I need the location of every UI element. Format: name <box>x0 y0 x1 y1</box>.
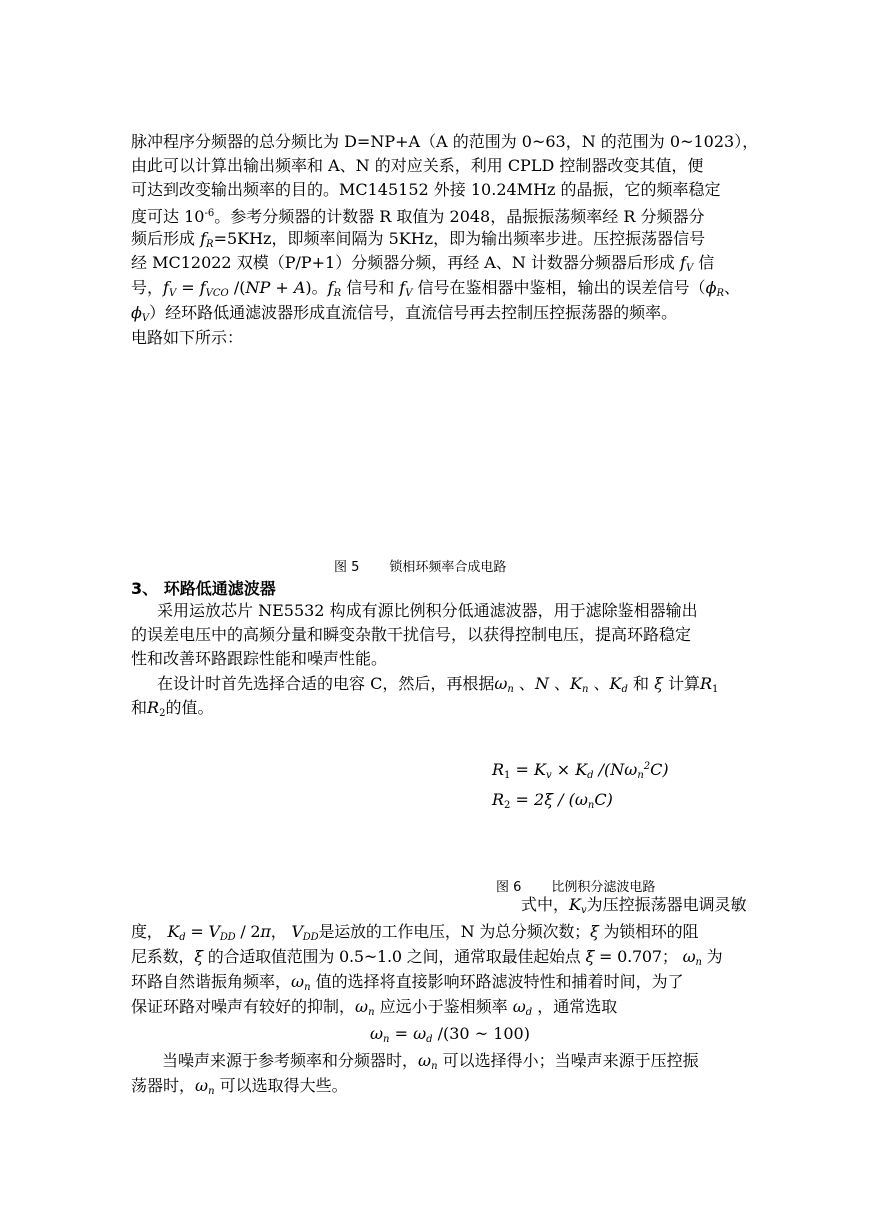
pa-line2: 度， $K_d = V_{DD} / 2\pi$， $V_{DD}$是运放的工作电压，N 为总分频次数；ξ 为锁相环的阻 <box>131 922 699 943</box>
pa-line5: 保证环路对噪声有较好的抑制，$\omega_n$ 应远小于鉴相频率 $\omega_d$ ，通常选取 <box>131 997 618 1018</box>
pa-line4: 环路自然谐振角频率，$\omega_n$ 值的选择将直接影响环路滤波特性和捕着时间，为了 <box>131 972 684 993</box>
pa-line1: 式中，$K_v$为压控振荡器电调灵敏 <box>521 895 747 916</box>
equation-omega: $\omega_n = \omega_d$ /(30 ~ 100) <box>370 1024 530 1045</box>
s3-p2-line2: 和$R_2$的值。 <box>131 698 214 719</box>
para1-line3: 可达到改变输出频率的目的。MC145152 外接 10.24MHz 的晶振，它的频率稳定 <box>131 180 721 199</box>
s3-p1-line3: 性和改善环路跟踪性能和噪声性能。 <box>131 649 388 668</box>
para1-line7: 号，$f_V = f_{VCO}$ /(NP + A)。$f_R$ 信号和 $f_V$ 信号在鉴相器中鉴相，输出的误差信号（$\phi_R$、 <box>131 278 741 299</box>
figure6-caption: 图 6 比例积分滤波电路 <box>496 880 656 895</box>
pa-line3: 尼系数，ξ 的合适取值范围为 0.5~1.0 之间，通常取最佳起始点 ξ = 0.707； $\omega_n$ 为 <box>131 947 723 968</box>
pa-line7: 荡器时，$\omega_n$ 可以选取得大些。 <box>131 1076 348 1097</box>
para1-line5: 频后形成 $f_R=5KHz$，即频率间隔为 5KHz，即为输出频率步进。压控振荡器信号 <box>131 229 706 250</box>
para1-line4: 度可达 $10^{-6}$。参考分频器的计数器 R 取值为 2048，晶振振荡频率经 R 分频器分 <box>131 207 705 226</box>
s3-p1-line2: 的误差电压中的高频分量和瞬变杂散干扰信号，以获得控制电压，提高环路稳定 <box>131 625 692 644</box>
section3-heading: 3、 环路低通滤波器 <box>131 579 276 598</box>
pa-line6: 当噪声来源于参考频率和分频器时，$\omega_n$ 可以选择得小；当噪声来源于压控振 <box>162 1051 699 1072</box>
figure5-caption: 图 5 锁相环频率合成电路 <box>334 560 507 575</box>
para1-line6: 经 MC12022 双模（P/P+1）分频器分频，再经 A、N 计数器分频器后形成 $f_V$ 信 <box>131 253 715 274</box>
equation-r1: $R_1 = K_v \times K_d$ $/(N\omega_n^2C)$ <box>492 760 669 781</box>
para1-line9: 电路如下所示： <box>131 328 244 347</box>
para1-line1: 脉冲程序分频器的总分频比为 D=NP+A（A 的范围为 0~63，N 的范围为 0~1023）， <box>131 132 759 151</box>
s3-p1-line1: 采用运放芯片 NE5532 构成有源比例积分低通滤波器，用于滤除鉴相器输出 <box>157 601 698 620</box>
s3-p2-line1: 在设计时首先选择合适的电容 C，然后，再根据$\omega_n$ 、N 、$K_n$ 、$K_d$ 和 ξ 计算$R_1$ <box>157 674 719 695</box>
para1-line2: 由此可以计算出输出频率和 A、N 的对应关系，利用 CPLD 控制器改变其值，便 <box>131 156 704 175</box>
equation-r2: $R_2 = 2\xi / (\omega_nC)$ <box>492 790 613 811</box>
para1-line8: $\phi_V$）经环路低通滤波器形成直流信号，直流信号再去控制压控振荡器的频率。 <box>131 303 678 324</box>
